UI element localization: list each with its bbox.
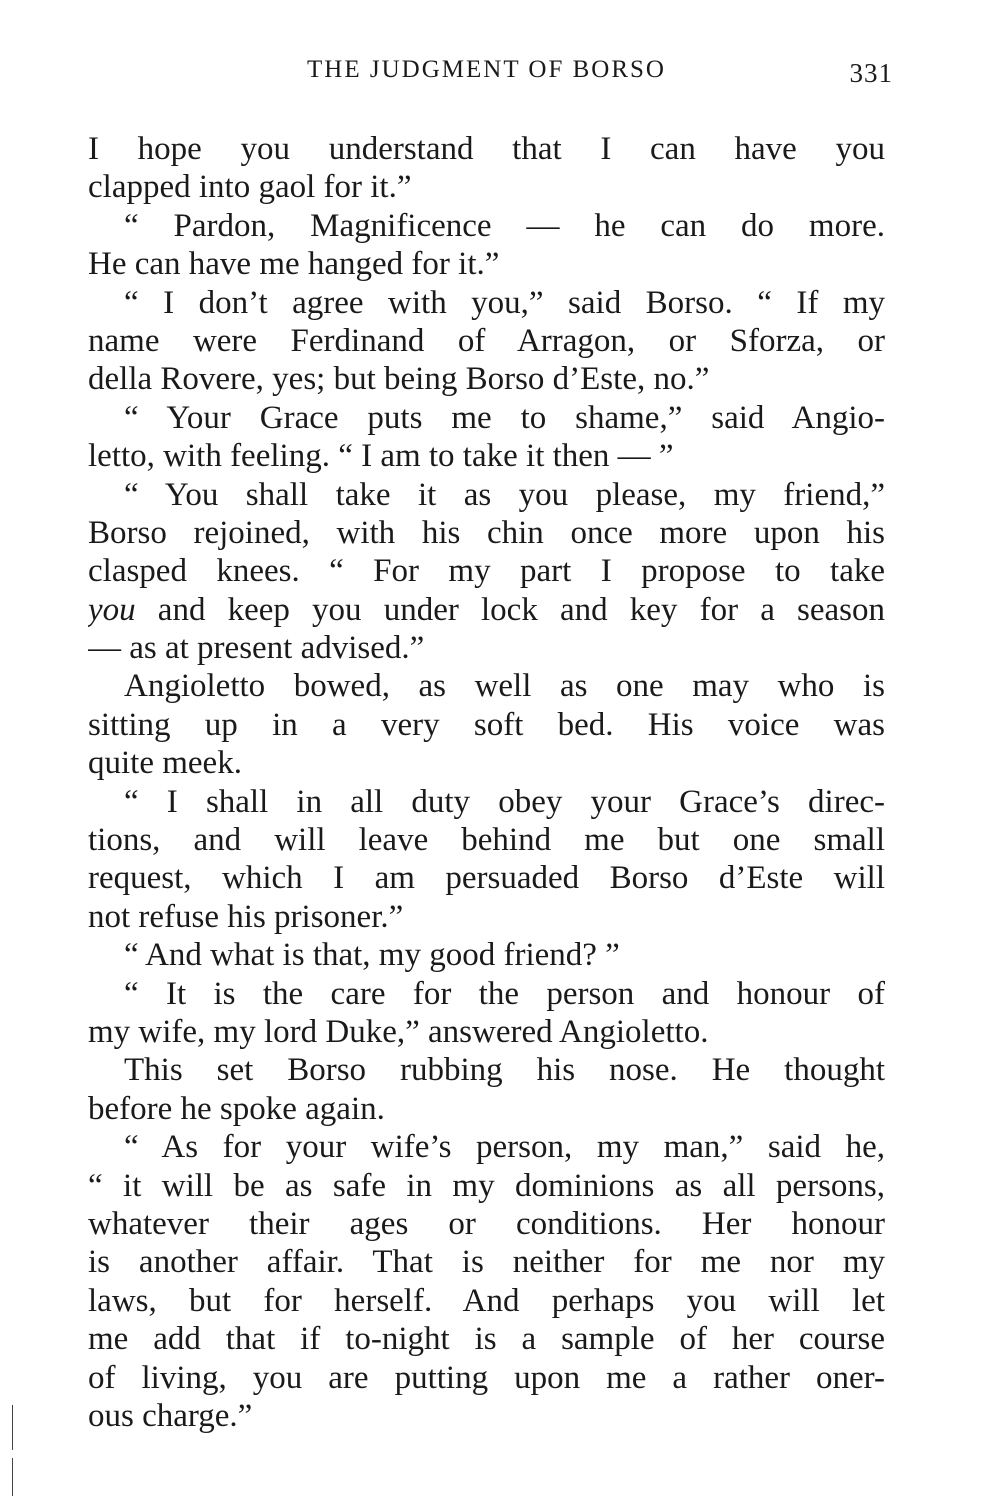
text-line: “ Your Grace puts me to shame,” said Angio- — [124, 399, 885, 436]
text-line: my wife, my lord Duke,” answered Angioletto. — [88, 1013, 709, 1050]
text-line: He can have me hanged for it.” — [88, 246, 500, 283]
text-line: quite meek. — [88, 745, 242, 782]
text-line: whatever their ages or conditions. Her honour — [88, 1205, 885, 1242]
text-line: laws, but for herself. And perhaps you will let — [88, 1282, 885, 1319]
text-line: — as at present advised.” — [88, 630, 425, 667]
text-line: you and keep you under lock and key for a season — [88, 591, 885, 628]
text-line: “ it will be as safe in my dominions as all persons, — [88, 1167, 885, 1204]
text-line: della Rovere, yes; but being Borso d’Este, no.” — [88, 361, 710, 398]
text-line: This set Borso rubbing his nose. He thought — [124, 1052, 885, 1089]
text-line: clapped into gaol for it.” — [88, 169, 412, 206]
text-line: Angioletto bowed, as well as one may who is — [124, 668, 885, 705]
text-line: not refuse his prisoner.” — [88, 898, 404, 935]
text-line: tions, and will leave behind me but one small — [88, 822, 885, 859]
text-line: name were Ferdinand of Arragon, or Sforza, or — [88, 322, 885, 359]
text-line: me add that if to-night is a sample of her course — [88, 1321, 885, 1358]
running-header — [88, 56, 893, 96]
italic-word: you — [88, 591, 136, 628]
text-line: letto, with feeling. “ I am to take it then — ” — [88, 438, 674, 475]
running-title: THE JUDGMENT OF BORSO — [307, 56, 666, 83]
text-line: “ Pardon, Magnificence — he can do more. — [124, 207, 885, 244]
text-line: request, which I am persuaded Borso d’Este will — [88, 860, 885, 897]
body-text — [88, 130, 885, 1435]
text-line: clasped knees. “ For my part I propose to take — [88, 553, 885, 590]
text-line: “ It is the care for the person and honour of — [124, 975, 885, 1012]
text-line: “ You shall take it as you please, my friend,” — [124, 476, 885, 513]
text-line: “ I shall in all duty obey your Grace’s direc- — [124, 783, 885, 820]
text-line: before he spoke again. — [88, 1090, 385, 1127]
page-number: 331 — [849, 58, 893, 88]
text-line: “ I don’t agree with you,” said Borso. “ If my — [124, 284, 885, 321]
text-line: “ And what is that, my good friend? ” — [124, 937, 620, 974]
margin-mark — [12, 1458, 13, 1496]
text-line: is another affair. That is neither for me nor my — [88, 1244, 885, 1281]
text-line: ous charge.” — [88, 1397, 253, 1434]
text-line: of living, you are putting upon me a rather oner- — [88, 1359, 885, 1396]
margin-mark — [12, 1405, 13, 1450]
text-line: “ As for your wife’s person, my man,” said he, — [124, 1129, 885, 1166]
text-line: Borso rejoined, with his chin once more upon his — [88, 514, 885, 551]
text-line: sitting up in a very soft bed. His voice was — [88, 706, 885, 743]
text-line: I hope you understand that I can have you — [88, 131, 885, 167]
